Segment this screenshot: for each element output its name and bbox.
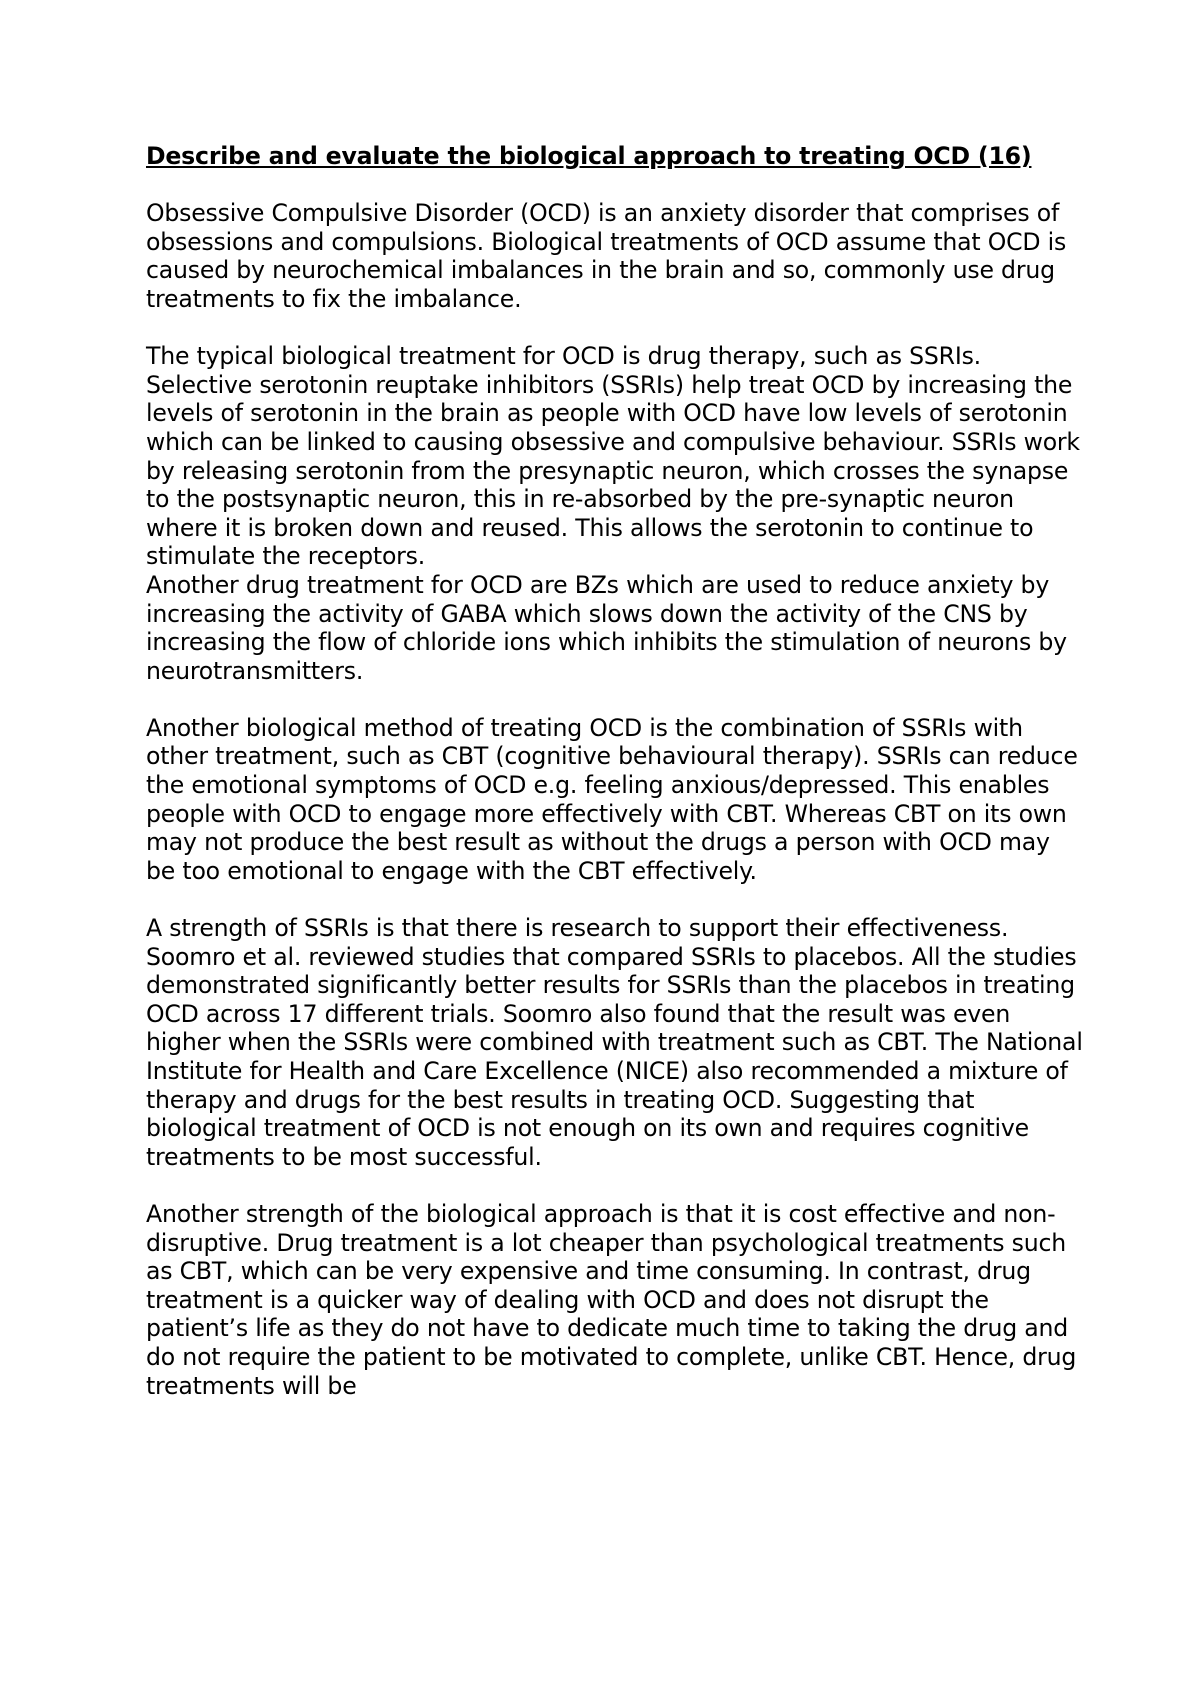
paragraph-bz-treatment: Another drug treatment for OCD are BZs which are used to reduce anxiety by increasing the activity of GABA which slows down the activity of the CNS by increasing the flow of chloride ions which inhibits the stimulation of neurons by neurotransmitters. bbox=[146, 570, 1067, 685]
paragraph-research-strength: A strength of SSRIs is that there is research to support their effectiveness. Soomro et al. reviewed studies that compared SSRIs to placebos. All the studies demonstrated significantly better results for SSRIs than the placebos in treating OCD across 17 different trials. Soomro also found that the result was even higher when the SSRIs were combined with treatment such as CBT. The National Institute for Health and Care Excellence (NICE) also recommended a mixture of therapy and drugs for the best results in treating OCD. Suggesting that biological treatment of OCD is not enough on its own and requires cognitive treatments to be most successful. bbox=[146, 914, 1083, 1171]
paragraph-combination-treatment: Another biological method of treating OCD is the combination of SSRIs with other treatment, such as CBT (cognitive behavioural therapy). SSRIs can reduce the emotional symptoms of OCD e.g. feeling anxious/depressed. This enables people with OCD to engage more effectively with CBT. Whereas CBT on its own may not produce the best result as without the drugs a person with OCD may be too emotional to engage with the CBT effectively. bbox=[146, 713, 1078, 885]
document-title: Describe and evaluate the biological approach to treating OCD (16) bbox=[146, 142, 1032, 170]
paragraph-ssri-treatment: The typical biological treatment for OCD is drug therapy, such as SSRIs. Selective serotonin reuptake inhibitors (SSRIs) help treat OCD by increasing the levels of serotonin in the brain as people with OCD have low levels of serotonin which can be linked to causing obsessive and compulsive behaviour. SSRIs work by releasing serotonin from the presynaptic neuron, which crosses the synapse to the postsynaptic neuron, this in re-absorbed by the pre-synaptic neuron where it is broken down and reused. This allows the serotonin to continue to stimulate the receptors. bbox=[146, 342, 1080, 571]
document-page bbox=[146, 142, 1086, 1400]
paragraph-introduction: Obsessive Compulsive Disorder (OCD) is an anxiety disorder that comprises of obsessions and compulsions. Biological treatments of OCD assume that OCD is caused by neurochemical imbalances in the brain and so, commonly use drug treatments to fix the imbalance. bbox=[146, 199, 1067, 313]
paragraph-cost-strength: Another strength of the biological approach is that it is cost effective and non-disruptive. Drug treatment is a lot cheaper than psychological treatments such as CBT, which can be very expensive and time consuming. In contrast, drug treatment is a quicker way of dealing with OCD and does not disrupt the patient’s life as they do not have to dedicate much time to taking the drug and do not require the patient to be motivated to complete, unlike CBT. Hence, drug treatments will be bbox=[146, 1199, 1077, 1400]
